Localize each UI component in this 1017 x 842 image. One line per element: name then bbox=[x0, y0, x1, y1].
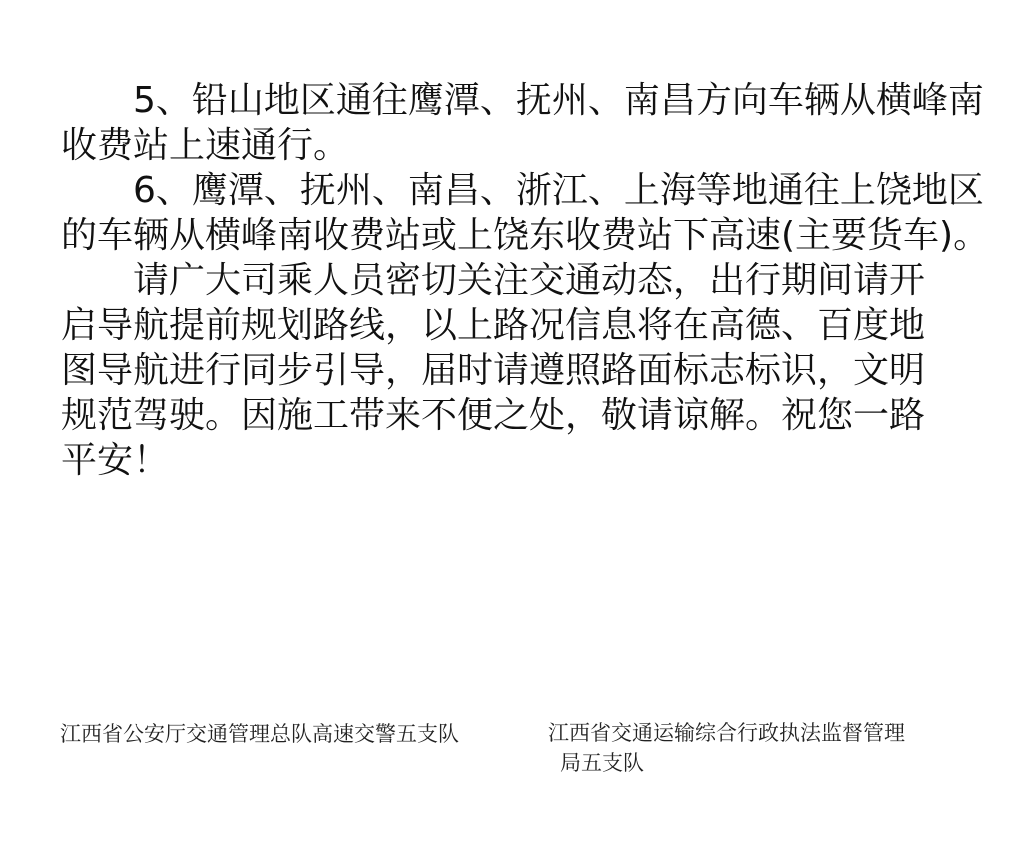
closing-paragraph-line-2: 启导航提前规划路线，以上路况信息将在高德、百度地 bbox=[61, 305, 926, 346]
notice-body bbox=[61, 78, 990, 483]
closing-paragraph-line-5: 平安！ bbox=[61, 440, 170, 481]
issuer-transport-line-2: 局五支队 bbox=[560, 751, 644, 775]
paragraph-6-line-1: 6、鹰潭、抚州、南昌、浙江、上海等地通往上饶地区 bbox=[133, 170, 984, 211]
paragraph-5-line-1: 5、铅山地区通往鹰潭、抚州、南昌方向车辆从横峰南 bbox=[133, 80, 984, 121]
paragraph-5-line-2: 收费站上速通行。 bbox=[61, 125, 350, 166]
closing-paragraph-line-3: 图导航进行同步引导，届时请遵照路面标志标识，文明 bbox=[61, 350, 926, 391]
closing-paragraph-line-4: 规范驾驶。因施工带来不便之处，敬请谅解。祝您一路 bbox=[61, 395, 926, 436]
issuer-transport-enforcement bbox=[548, 718, 958, 778]
issuer-transport-line-1: 江西省交通运输综合行政执法监督管理 bbox=[548, 721, 905, 745]
closing-paragraph-line-1: 请广大司乘人员密切关注交通动态，出行期间请开 bbox=[133, 260, 926, 301]
paragraph-6-line-2: 的车辆从横峰南收费站或上饶东收费站下高速(主要货车)。 bbox=[61, 215, 990, 256]
issuer-traffic-police: 江西省公安厅交通管理总队高速交警五支队 bbox=[60, 722, 459, 746]
